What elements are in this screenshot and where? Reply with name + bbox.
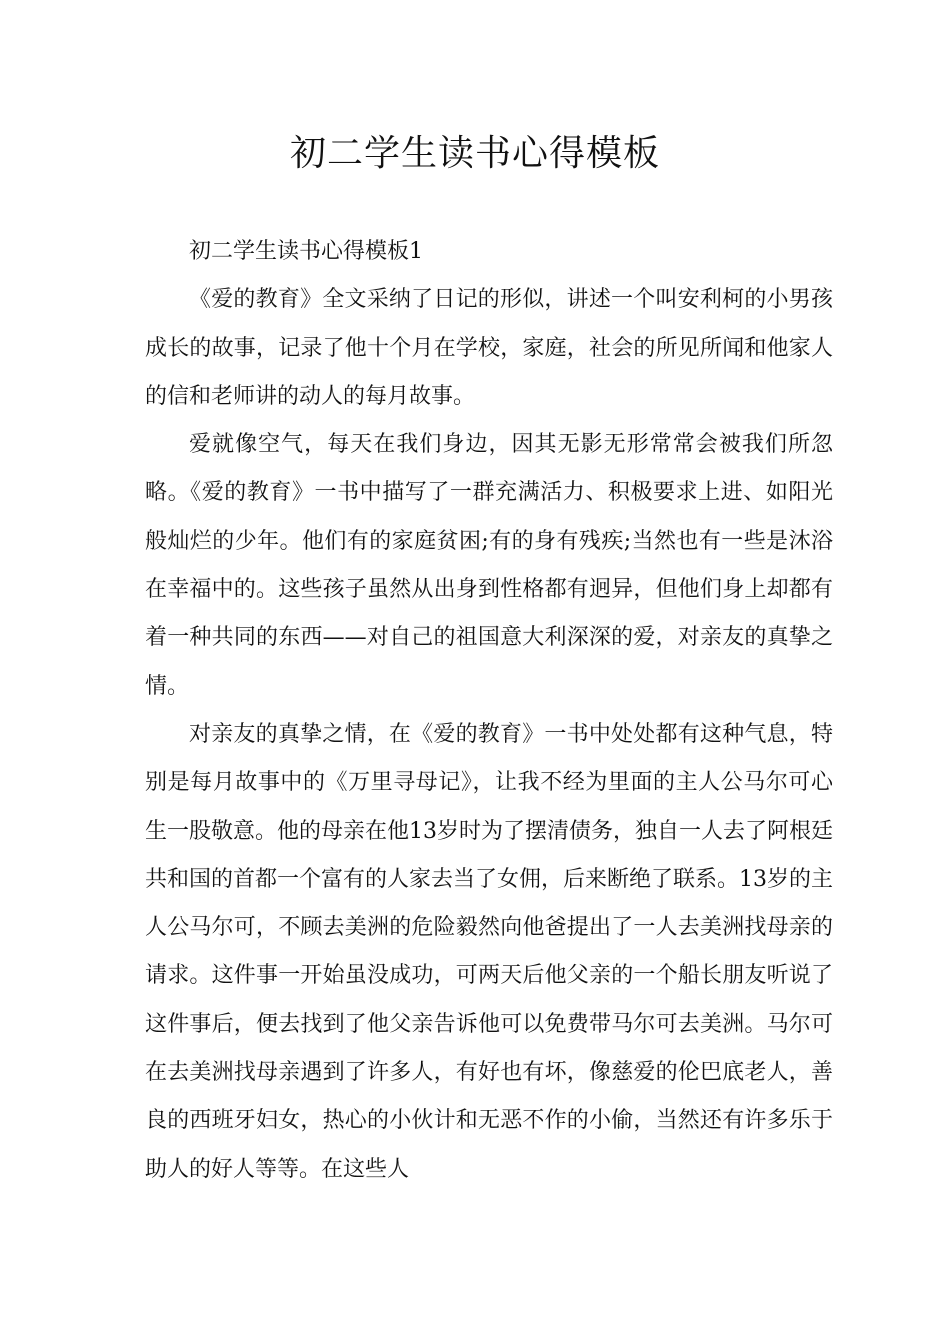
page-title: 初二学生读书心得模板 — [289, 133, 660, 174]
paragraph-2: 爱就像空气，每天在我们身边，因其无影无形常常会被我们所忽略。《爱的教育》一书中描写了一群充满活力、积极要求上进、如阳光般灿烂的少年。他们有的家庭贫困;有的身有残疾;当然也有一些是沐浴在幸福中的。这些孩子虽然从出身到性格都有迥异，但他们身上却都有着一种共同的东西——对自己的祖国意大利深深的爱，对亲友的真挚之情。 — [145, 432, 833, 699]
document-body — [145, 228, 833, 1194]
paragraph-1: 《爱的教育》全文采纳了日记的形似，讲述一个叫安利柯的小男孩成长的故事，记录了他十个月在学校，家庭，社会的所见所闻和他家人的信和老师讲的动人的每月故事。 — [145, 287, 833, 409]
section-heading: 初二学生读书心得模板1 — [189, 239, 423, 264]
paragraph-3: 对亲友的真挚之情，在《爱的教育》一书中处处都有这种气息，特别是每月故事中的《万里寻母记》，让我不经为里面的主人公马尔可心生一股敬意。他的母亲在他13岁时为了摆清债务，独自一人去了阿根廷共和国的首都一个富有的人家去当了女佣，后来断绝了联系。13岁的主人公马尔可，不顾去美洲的危险毅然向他爸提出了一人去美洲找母亲的请求。这件事一开始虽没成功，可两天后他父亲的一个船长朋友听说了这件事后，便去找到了他父亲告诉他可以免费带马尔可去美洲。马尔可在去美洲找母亲遇到了许多人，有好也有坏，像慈爱的伦巴底老人，善良的西班牙妇女，热心的小伙计和无恶不作的小偷，当然还有许多乐于助人的好人等等。在这些人 — [145, 721, 833, 1182]
